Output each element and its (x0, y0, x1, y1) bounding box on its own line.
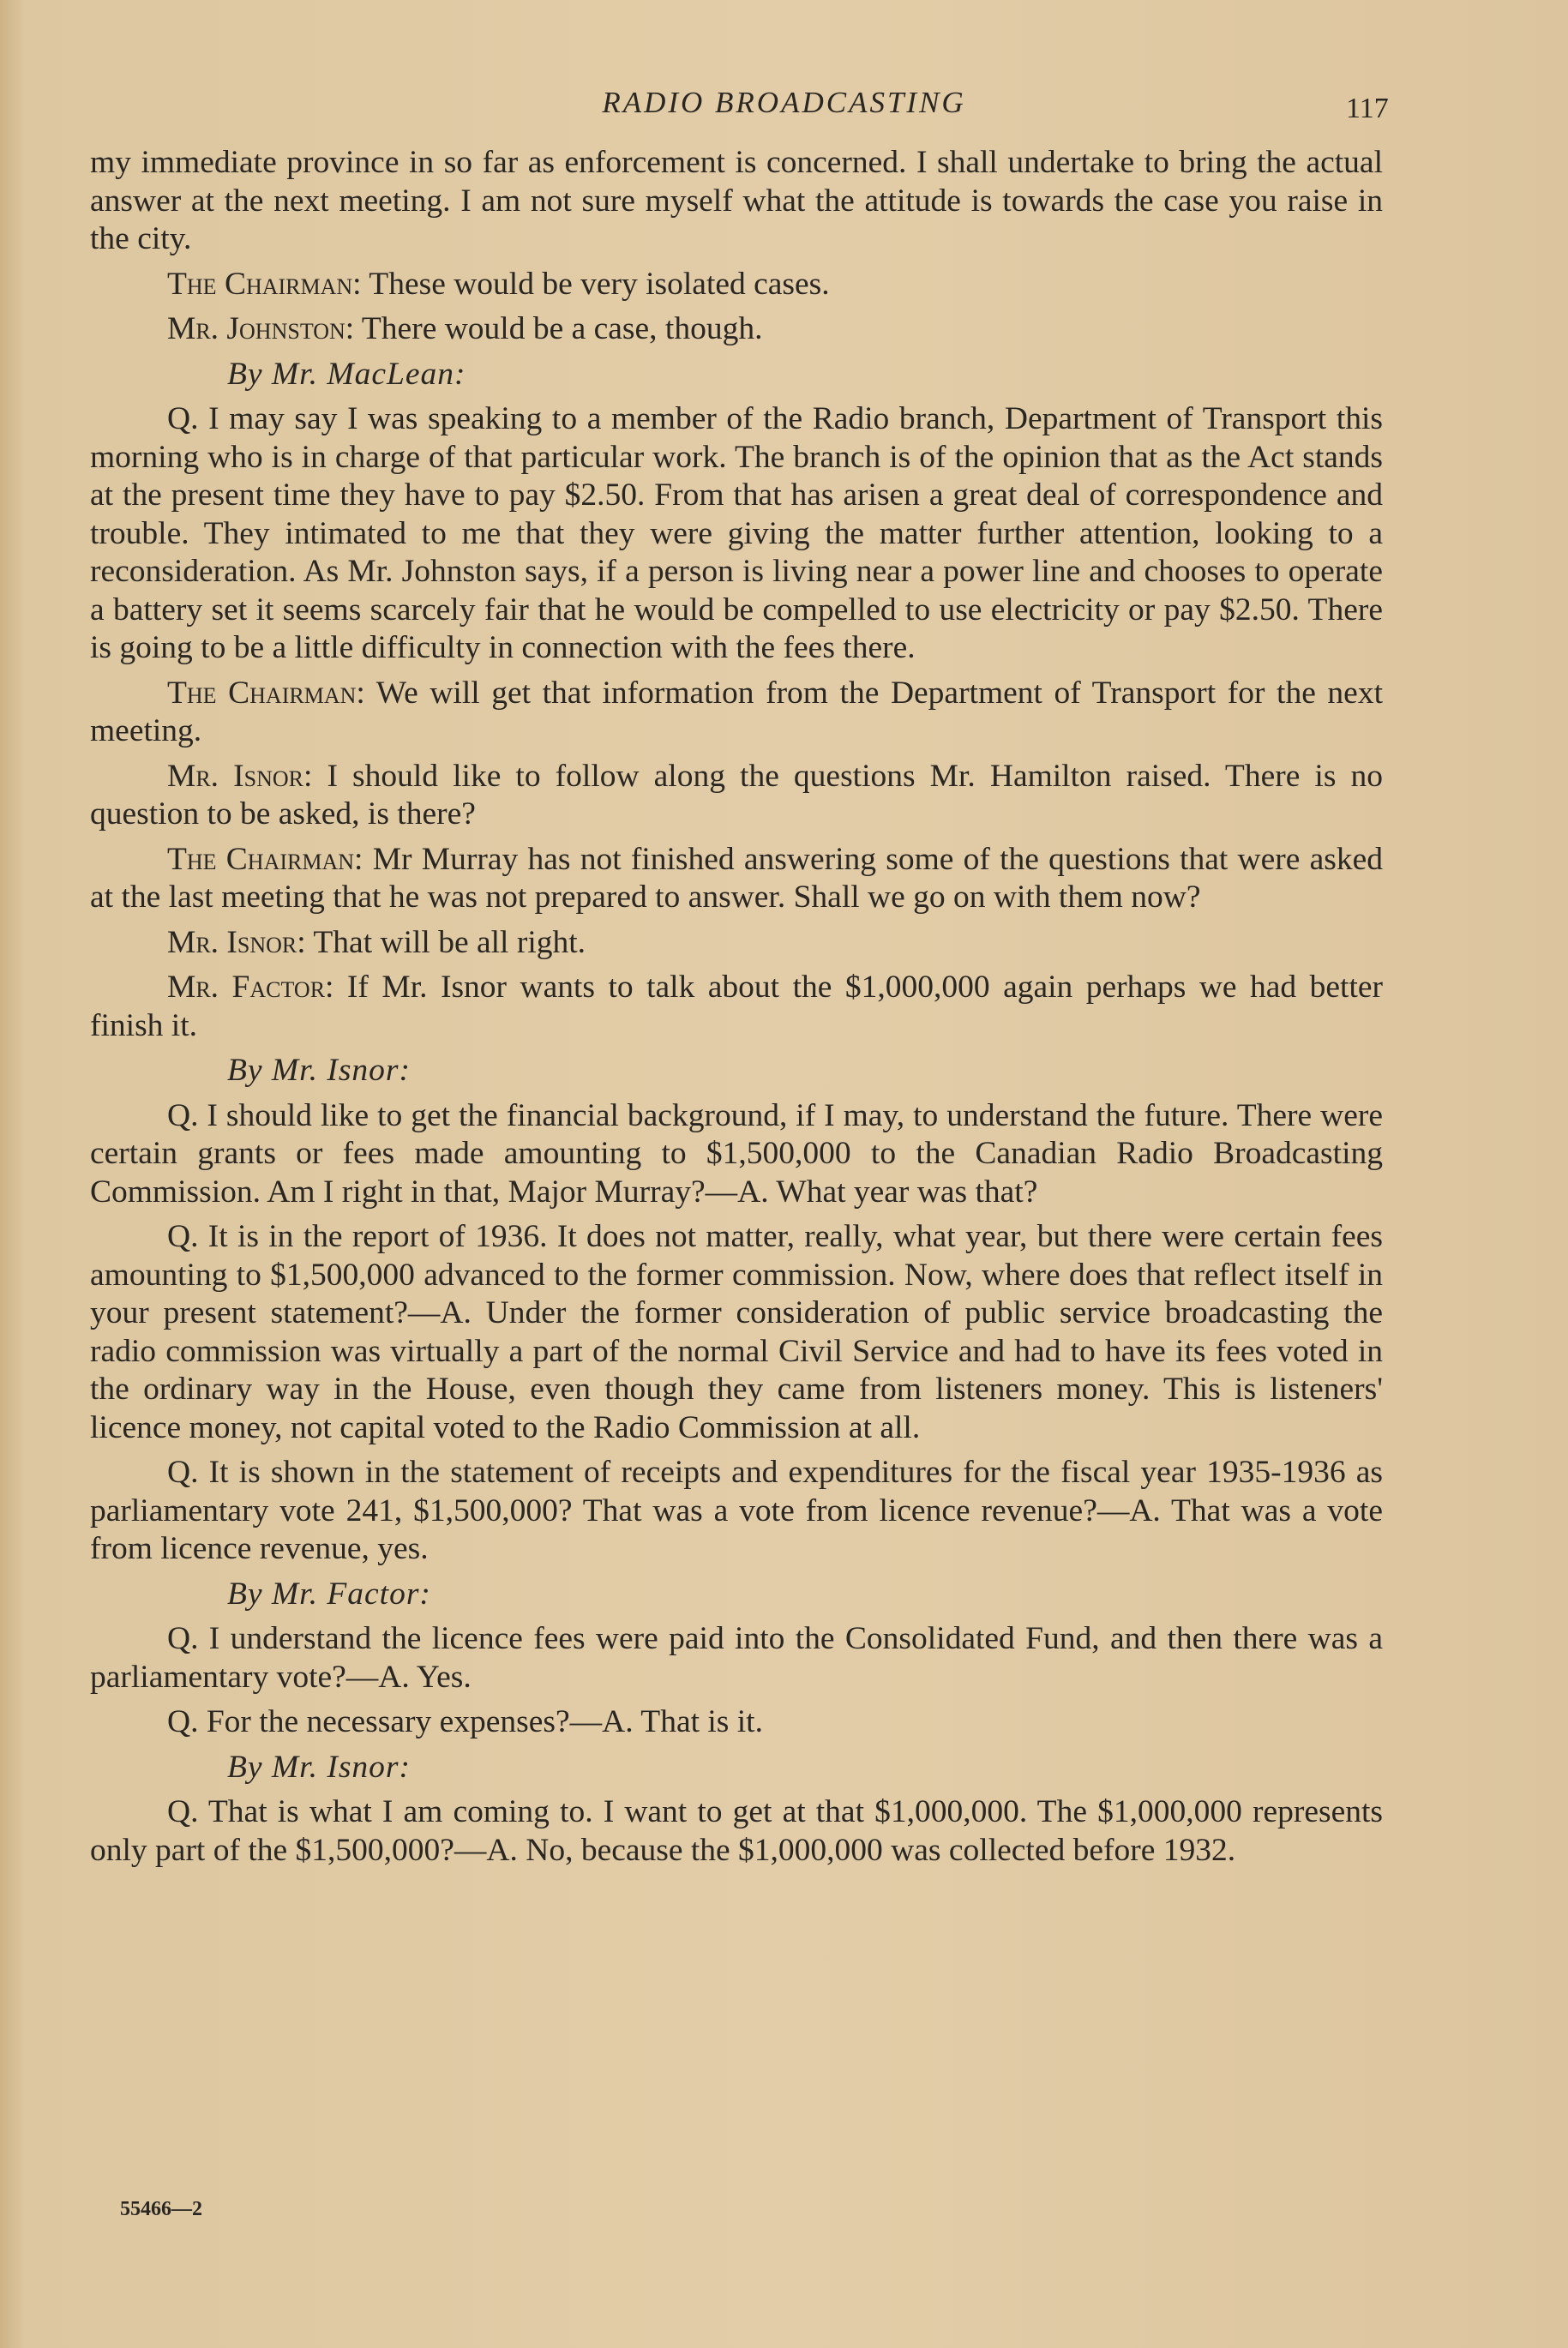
question-paragraph: Q. It is in the report of 1936. It does not matter, really, what year, but there were certain fees amounting to $1,500,000 advanced to the former commission. Now, where does that reflect itself in your present statement?—A. Under the former consideration of public service broadcasting the radio commission was virtually a part of the normal Civil Service and had to have its fees voted in the ordinary way in the House, even though they came from listeners money. This is listeners' licence money, not capital voted to the Radio Commission at all. (90, 1219, 1383, 1445)
question-paragraph: Q. I understand the licence fees were paid into the Consolidated Fund, and then there was a parliamentary vote?—A. Yes. (90, 1621, 1383, 1695)
examiner-heading: By Mr. MacLean: (227, 356, 466, 392)
printer-code: 55466—2 (120, 2198, 202, 2220)
speaker-name: Mr. Johnston: (167, 311, 355, 346)
speaker-paragraph: Mr. Isnor: That will be all right. (167, 924, 586, 960)
speaker-name: Mr. Factor: (167, 970, 334, 1005)
speaker-name: Mr. Isnor: (167, 758, 313, 794)
question-paragraph: Q. I should like to get the financial background, if I may, to understand the future. There were certain grants or fees made amounting to $1,500,000 to the Canadian Radio Broadcasting Commission. Am I right in that, Major Murray?—A. What year was that? (90, 1097, 1383, 1210)
speaker-paragraph: The Chairman: Mr Murray has not finished answering some of the questions that were asked at the last meeting that he was not prepared to answer. Shall we go on with them now? (90, 841, 1383, 915)
question-paragraph: Q. I may say I was speaking to a member of the Radio branch, Department of Transport this morning who is in charge of that particular work. The branch is of the opinion that as the Act stands at the present time they have to pay $2.50. From that has arisen a great deal of correspondence and trouble. They intimated to me that they were giving the matter further attention, looking to a reconsideration. As Mr. Johnston says, if a person is living near a power line and chooses to operate a battery set it seems scarcely fair that he would be compelled to use electricity or pay $2.50. There is going to be a little difficulty in connection with the fees there. (90, 401, 1383, 665)
speaker-paragraph: Mr. Factor: If Mr. Isnor wants to talk about the $1,000,000 again perhaps we had better finish it. (90, 970, 1383, 1043)
page-number: 117 (1346, 93, 1389, 124)
speaker-paragraph: The Chairman: We will get that information from the Department of Transport for the next meeting. (90, 675, 1383, 748)
body-text (90, 144, 1383, 1877)
question-paragraph: Q. It is shown in the statement of receipts and expenditures for the fiscal year 1935-1936 as parliamentary vote 241, $1,500,000? That was a vote from licence revenue?—A. That was a vote from licence revenue, yes. (90, 1455, 1383, 1566)
speaker-name: The Chairman: (167, 675, 365, 711)
question-paragraph: Q. For the necessary expenses?—A. That is it. (167, 1704, 763, 1739)
question-paragraph: Q. That is what I am coming to. I want to get at that $1,000,000. The $1,000,000 represents only part of the $1,500,000?—A. No, because the $1,000,000 was collected before 1932. (90, 1794, 1383, 1868)
speaker-paragraph: Mr. Isnor: I should like to follow along the questions Mr. Hamilton raised. There is no question to be asked, is there? (90, 758, 1383, 832)
examiner-heading: By Mr. Factor: (227, 1576, 431, 1612)
paragraph-continuation: my immediate province in so far as enforcement is concerned. I shall undertake to bring the actual answer at the next meeting. I am not sure myself what the attitude is towards the case you raise in the city. (90, 145, 1383, 256)
examiner-heading: By Mr. Isnor: (227, 1053, 412, 1088)
speaker-paragraph: Mr. Johnston: There would be a case, though. (167, 311, 763, 346)
speaker-name: The Chairman: (167, 266, 362, 302)
speaker-name: The Chairman: (167, 841, 363, 877)
speaker-paragraph: The Chairman: These would be very isolated cases. (167, 266, 830, 302)
examiner-heading: By Mr. Isnor: (227, 1749, 412, 1785)
speaker-name: Mr. Isnor: (167, 924, 306, 960)
running-title: RADIO BROADCASTING (602, 86, 966, 119)
